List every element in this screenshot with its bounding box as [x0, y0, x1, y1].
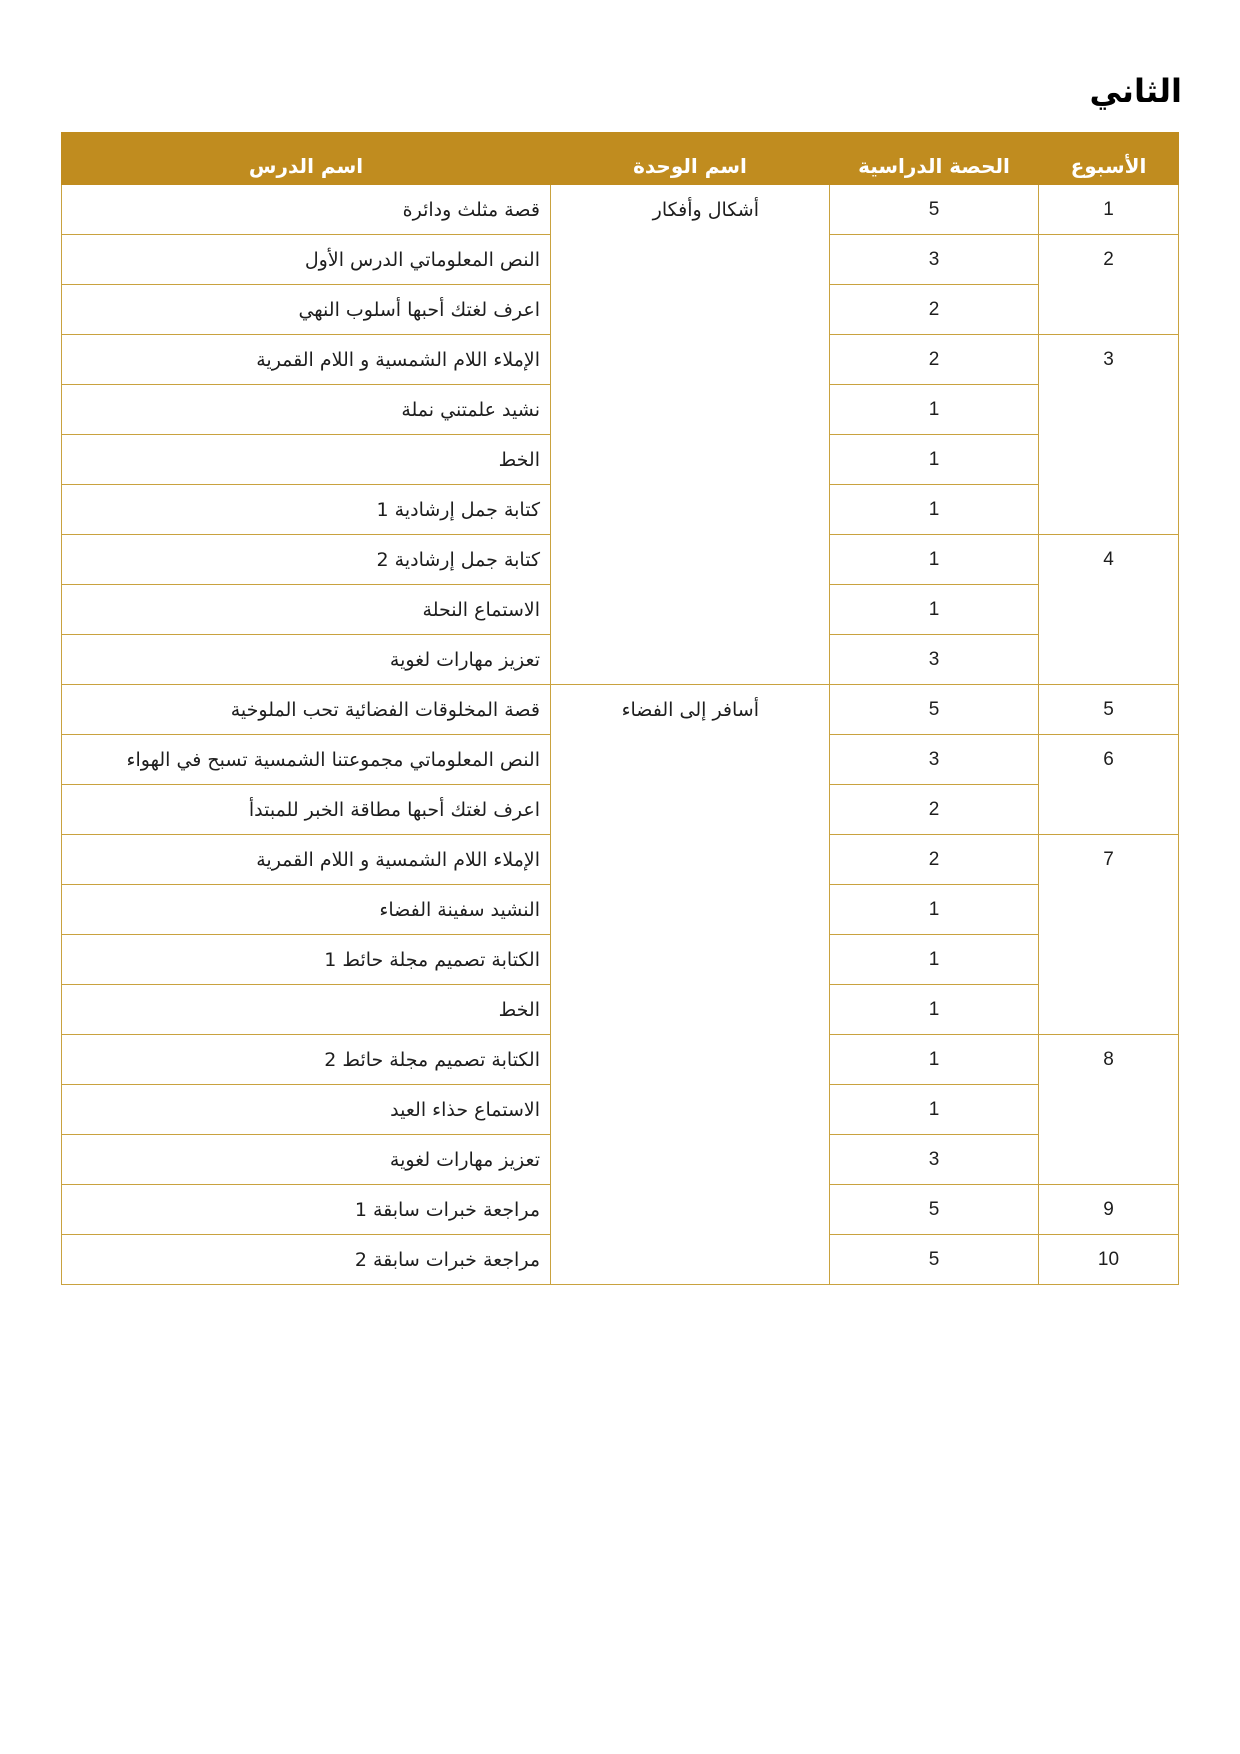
week-cell: 8: [1039, 1035, 1179, 1185]
sessions-cell: 1: [830, 435, 1039, 485]
sessions-cell: 3: [830, 235, 1039, 285]
sessions-cell: 2: [830, 785, 1039, 835]
header-week: الأسبوع: [1039, 133, 1179, 185]
sessions-cell: 1: [830, 935, 1039, 985]
lesson-cell: اعرف لغتك أحبها أسلوب النهي: [62, 285, 551, 335]
lesson-cell: نشيد علمتني نملة: [62, 385, 551, 435]
sessions-cell: 5: [830, 1235, 1039, 1285]
sessions-cell: 1: [830, 485, 1039, 535]
lesson-cell: الكتابة تصميم مجلة حائط 1: [62, 935, 551, 985]
week-cell: 9: [1039, 1185, 1179, 1235]
week-cell: 4: [1039, 535, 1179, 685]
sessions-cell: 3: [830, 1135, 1039, 1185]
lesson-cell: مراجعة خبرات سابقة 1: [62, 1185, 551, 1235]
lesson-cell: اعرف لغتك أحبها مطاقة الخبر للمبتدأ: [62, 785, 551, 835]
table-header-row: [62, 133, 1179, 185]
sessions-cell: 1: [830, 885, 1039, 935]
week-cell: 1: [1039, 185, 1179, 235]
lesson-cell: الخط: [62, 985, 551, 1035]
sessions-cell: 1: [830, 385, 1039, 435]
week-cell: 7: [1039, 835, 1179, 1035]
lesson-cell: النشيد سفينة الفضاء: [62, 885, 551, 935]
sessions-cell: 1: [830, 985, 1039, 1035]
lesson-cell: الاستماع النحلة: [62, 585, 551, 635]
lesson-cell: تعزيز مهارات لغوية: [62, 1135, 551, 1185]
sessions-cell: 2: [830, 285, 1039, 335]
week-cell: 10: [1039, 1235, 1179, 1285]
week-cell: 6: [1039, 735, 1179, 835]
sessions-cell: 1: [830, 585, 1039, 635]
lesson-cell: النص المعلوماتي الدرس الأول: [62, 235, 551, 285]
week-cell: 2: [1039, 235, 1179, 335]
lesson-cell: كتابة جمل إرشادية 2: [62, 535, 551, 585]
lesson-cell: الاستماع حذاء العيد: [62, 1085, 551, 1135]
sessions-cell: 5: [830, 1185, 1039, 1235]
page-title: الثاني: [1089, 72, 1182, 110]
lesson-plan-table: [61, 132, 1179, 1285]
sessions-cell: 2: [830, 835, 1039, 885]
lesson-cell: الإملاء اللام الشمسية و اللام القمرية: [62, 335, 551, 385]
sessions-cell: 3: [830, 635, 1039, 685]
header-sessions: الحصة الدراسية: [830, 133, 1039, 185]
table-row: [62, 685, 1179, 735]
lesson-cell: قصة المخلوقات الفضائية تحب الملوخية: [62, 685, 551, 735]
lesson-cell: قصة مثلث ودائرة: [62, 185, 551, 235]
table-row: [62, 185, 1179, 235]
sessions-cell: 1: [830, 1085, 1039, 1135]
week-cell: 3: [1039, 335, 1179, 535]
sessions-cell: 1: [830, 535, 1039, 585]
unit-cell: أسافر إلى الفضاء: [551, 685, 830, 1285]
sessions-cell: 1: [830, 1035, 1039, 1085]
lesson-cell: النص المعلوماتي مجموعتنا الشمسية تسبح في الهواء: [62, 735, 551, 785]
lesson-cell: كتابة جمل إرشادية 1: [62, 485, 551, 535]
lesson-cell: مراجعة خبرات سابقة 2: [62, 1235, 551, 1285]
unit-cell: أشكال وأفكار: [551, 185, 830, 685]
lesson-cell: تعزيز مهارات لغوية: [62, 635, 551, 685]
sessions-cell: 3: [830, 735, 1039, 785]
sessions-cell: 5: [830, 685, 1039, 735]
sessions-cell: 5: [830, 185, 1039, 235]
sessions-cell: 2: [830, 335, 1039, 385]
lesson-cell: الإملاء اللام الشمسية و اللام القمرية: [62, 835, 551, 885]
lesson-cell: الكتابة تصميم مجلة حائط 2: [62, 1035, 551, 1085]
lesson-cell: الخط: [62, 435, 551, 485]
header-lesson: اسم الدرس: [62, 133, 551, 185]
header-unit: اسم الوحدة: [551, 133, 830, 185]
week-cell: 5: [1039, 685, 1179, 735]
